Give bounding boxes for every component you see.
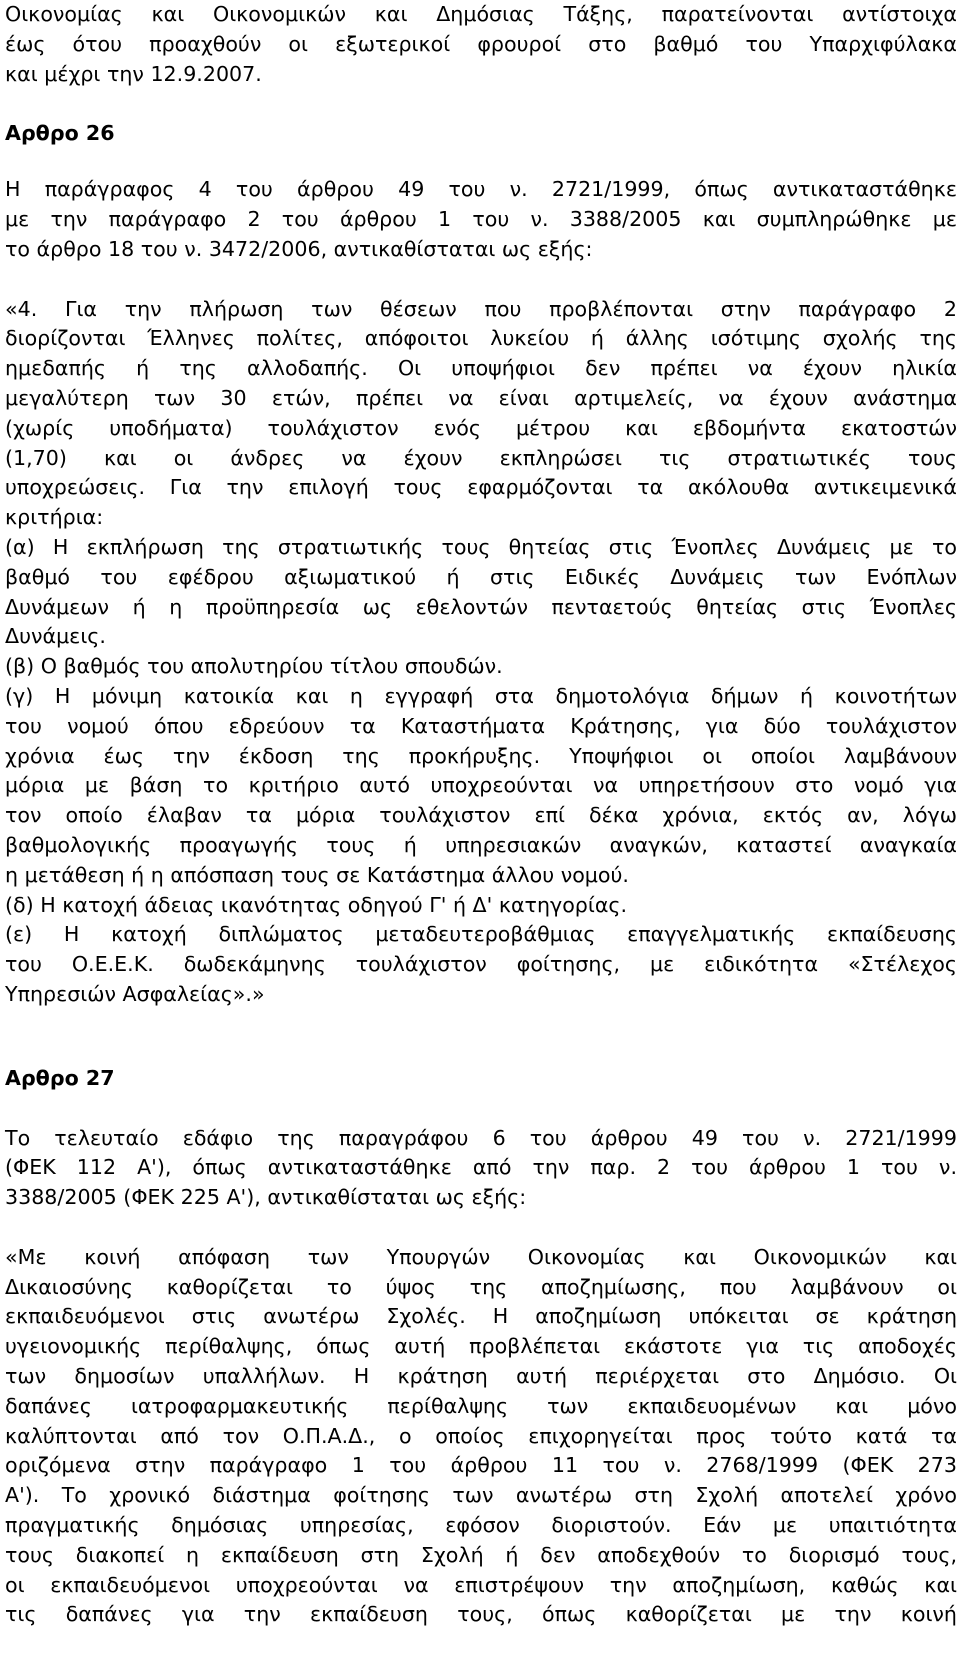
text-line: των δημοσίων υπαλλήλων. Η κράτηση αυτή περιέρχεται στο Δημόσιο. Οι <box>5 1364 957 1389</box>
text-line: Δυνάμεων ή η προϋπηρεσία ως εθελοντών πενταετούς θητείας στις Ένοπλες <box>5 594 957 619</box>
text-line: έως ότου προαχθούν οι εξωτερικοί φρουροί στο βαθμό του Υπαρχιφύλακα <box>5 31 957 56</box>
article-27-intro <box>5 1124 957 1213</box>
intro-paragraph <box>5 0 957 89</box>
text-line: μεγαλύτερη των 30 ετών, πρέπει να είναι αρτιμελείς, να έχουν ανάστημα <box>5 385 957 410</box>
text-line: οριζόμενα στην παράγραφο 1 του άρθρου 11 του ν. 2768/1999 (ΦΕΚ 273 <box>5 1453 957 1478</box>
text-line: δαπάνες ιατροφαρμακευτικής περίθαλψης των εκπαιδευομένων και μόνο <box>5 1393 957 1418</box>
criterion-a <box>5 533 957 652</box>
article-26-intro <box>5 175 957 264</box>
text-line: Υπηρεσιών Ασφαλείας».» <box>5 981 265 1006</box>
text-line: 3388/2005 (ΦΕΚ 225 Α'), αντικαθίσταται ως εξής: <box>5 1185 527 1210</box>
text-line: (ΦΕΚ 112 Α'), όπως αντικαταστάθηκε από την παρ. 2 του άρθρου 1 του ν. <box>5 1155 957 1180</box>
text-line: (χωρίς υποδήματα) τουλάχιστον ενός μέτρου και εβδομήντα εκατοστών <box>5 415 957 440</box>
article-27-heading: Αρθρο 27 <box>5 1065 115 1090</box>
text-line: Η παράγραφος 4 του άρθρου 49 του ν. 2721/1999, όπως αντικαταστάθηκε <box>5 177 957 202</box>
criterion-e <box>5 920 957 1009</box>
criterion-c <box>5 682 957 891</box>
text-line: τους διακοπεί η εκπαίδευση στη Σχολή ή δεν αποδεχθούν το διορισμό τους, <box>5 1542 957 1567</box>
text-line: Οικονομίας και Οικονομικών και Δημόσιας Τάξης, παρατείνονται αντίστοιχα <box>5 2 957 26</box>
text-line: εκπαιδευόμενοι στις ανωτέρω Σχολές. Η αποζημίωση υπόκειται σε κράτηση <box>5 1304 957 1329</box>
text-line: ημεδαπής ή της αλλοδαπής. Οι υποψήφιοι δεν πρέπει να έχουν ηλικία <box>5 356 957 381</box>
criterion-b <box>5 652 957 682</box>
text-line: τις δαπάνες για την εκπαίδευση τους, όπως καθορίζεται με την κοινή <box>5 1602 957 1627</box>
text-line: (1,70) και οι άνδρες να έχουν εκπληρώσει τις στρατιωτικές τους <box>5 445 957 470</box>
text-line: οι εκπαιδευόμενοι υποχρεούνται να επιστρέψουν την αποζημίωση, καθώς και <box>5 1572 957 1597</box>
text-line: χρόνια έως την έκδοση της προκήρυξης. Υποψήφιοι οι οποίοι λαμβάνουν <box>5 743 957 768</box>
text-line: του Ο.Ε.Ε.Κ. δωδεκάμηνης τουλάχιστον φοίτησης, με ειδικότητα «Στέλεχος <box>5 952 957 977</box>
article-27-quote <box>5 1243 957 1630</box>
text-line: κριτήρια: <box>5 505 104 530</box>
article-26-quote <box>5 295 957 533</box>
text-line: καλύπτονται από τον Ο.Π.Α.Δ., ο οποίος επιχορηγείται προς τούτο κατά τα <box>5 1423 957 1448</box>
text-line: μόρια με βάση το κριτήριο αυτό υποχρεούνται να υπηρετήσουν στο νομό για <box>5 773 957 798</box>
text-line: η μετάθεση ή η απόσπαση τους σε Κατάστημα άλλου νομού. <box>5 862 629 887</box>
article-26-heading: Αρθρο 26 <box>5 121 115 146</box>
text-line: υποχρεώσεις. Για την επιλογή τους εφαρμόζονται τα ακόλουθα αντικειμενικά <box>5 475 957 500</box>
text-line: Το τελευταίο εδάφιο της παραγράφου 6 του άρθρου 49 του ν. 2721/1999 <box>5 1125 957 1150</box>
text-line: υγειονομικής περίθαλψης, όπως αυτή προβλέπεται εκάστοτε για τις αποδοχές <box>5 1334 957 1359</box>
text-line: (β) Ο βαθμός του απολυτηρίου τίτλου σπουδών. <box>5 654 503 679</box>
document-page <box>5 0 957 1630</box>
text-line: «Με κοινή απόφαση των Υπουργών Οικονομίας και Οικονομικών και <box>5 1244 957 1269</box>
text-line: διορίζονται Έλληνες πολίτες, απόφοιτοι λυκείου ή άλλης ισότιμης σχολής της <box>5 326 957 351</box>
text-line: βαθμό του εφέδρου αξιωματικού ή στις Ειδικές Δυνάμεις των Ενόπλων <box>5 564 957 589</box>
text-line: (γ) Η μόνιμη κατοικία και η εγγραφή στα δημοτολόγια δήμων ή κοινοτήτων <box>5 683 957 708</box>
text-line: (ε) Η κατοχή διπλώματος μεταδευτεροβάθμιας επαγγελματικής εκπαίδευσης <box>5 922 957 947</box>
text-line: Α'). Το χρονικό διάστημα φοίτησης των ανωτέρω στη Σχολή αποτελεί χρόνο <box>5 1483 957 1508</box>
criterion-d <box>5 891 957 921</box>
text-line: Δικαιοσύνης καθορίζεται το ύψος της αποζημίωσης, που λαμβάνουν οι <box>5 1274 957 1299</box>
text-line: (δ) Η κατοχή άδειας ικανότητας οδηγού Γ' ή Δ' κατηγορίας. <box>5 892 628 917</box>
text-line: (α) Η εκπλήρωση της στρατιωτικής τους θητείας στις Ένοπλες Δυνάμεις με το <box>5 534 957 559</box>
text-line: βαθμολογικής προαγωγής τους ή υπηρεσιακών αναγκών, καταστεί αναγκαία <box>5 832 957 857</box>
text-line: τον οποίο έλαβαν τα μόρια τουλάχιστον επί δέκα χρόνια, εκτός αν, λόγω <box>5 803 957 828</box>
text-line: το άρθρο 18 του ν. 3472/2006, αντικαθίσταται ως εξής: <box>5 236 593 261</box>
text-line: Δυνάμεις. <box>5 624 106 649</box>
text-line: πραγματικής δημόσιας υπηρεσίας, εφόσον διοριστούν. Εάν με υπαιτιότητα <box>5 1513 957 1538</box>
text-line: και μέχρι την 12.9.2007. <box>5 61 262 86</box>
text-line: «4. Για την πλήρωση των θέσεων που προβλέπονται στην παράγραφο 2 <box>5 296 957 321</box>
text-line: του νομού όπου εδρεύουν τα Καταστήματα Κράτησης, για δύο τουλάχιστον <box>5 713 957 738</box>
text-line: με την παράγραφο 2 του άρθρου 1 του ν. 3388/2005 και συμπληρώθηκε με <box>5 206 957 231</box>
